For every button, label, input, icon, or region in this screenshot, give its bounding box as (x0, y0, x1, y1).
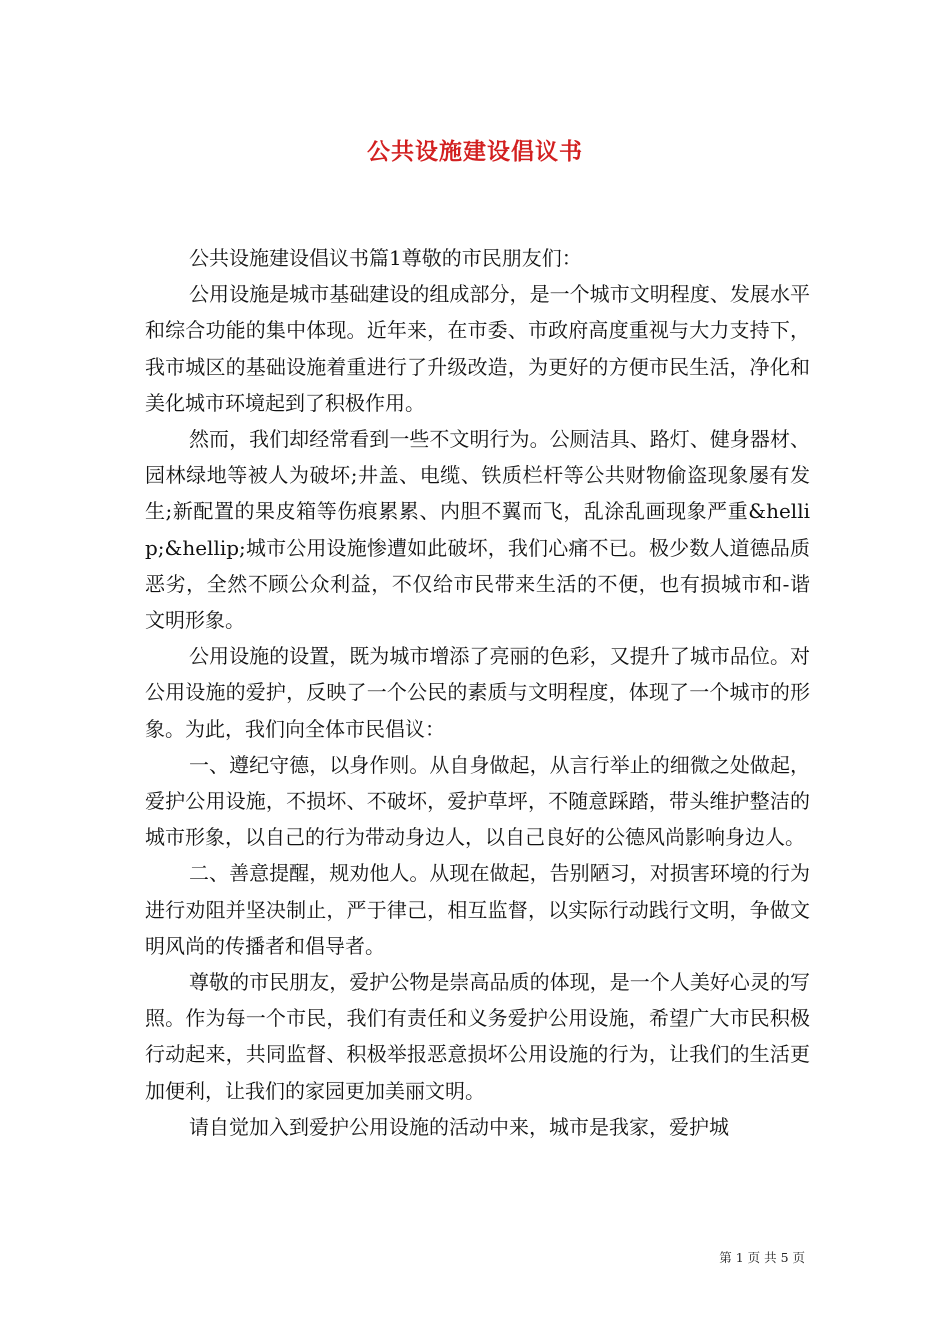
document-body (145, 240, 810, 1145)
paragraph-problems: 然而，我们却经常看到一些不文明行为。公厕洁具、路灯、健身器材、园林绿地等被人为破坏;井盖、电缆、铁质栏杆等公共财物偷盗现象屡有发生;新配置的果皮箱等伤痕累累、内胆不翼而飞，乱涂乱画现象严重&hellip;&hellip;城市公用设施惨遭如此破坏，我们心痛不已。极少数人道德品质恶劣，全然不顾公众利益，不仅给市民带来生活的不便，也有损城市和-谐文明形象。 (145, 427, 810, 633)
paragraph-proposal-2: 二、善意提醒，规劝他人。从现在做起，告别陋习，对损害环境的行为进行劝阻并坚决制止，严于律己，相互监督，以实际行动践行文明，争做文明风尚的传播者和倡导者。 (145, 861, 810, 958)
paragraph-appeal: 尊敬的市民朋友，爱护公物是崇高品质的体现，是一个人美好心灵的写照。作为每一个市民，我们有责任和义务爱护公用设施，希望广大市民积极行动起来，共同监督、积极举报恶意损坏公用设施的行为，让我们的生活更加便利，让我们的家园更加美丽文明。 (145, 970, 810, 1103)
document-title: 公共设施建设倡议书 (367, 138, 583, 165)
paragraph-salutation: 公共设施建设倡议书篇1尊敬的市民朋友们： (189, 246, 582, 270)
paragraph-closing: 请自觉加入到爱护公用设施的活动中来，城市是我家，爱护城 (189, 1114, 729, 1139)
paragraph-intro: 公用设施是城市基础建设的组成部分，是一个城市文明程度、发展水平和综合功能的集中体现。近年来，在市委、市政府高度重视与大力支持下，我市城区的基础设施着重进行了升级改造，为更好的方便市民生活，净化和美化城市环境起到了积极作用。 (145, 282, 810, 415)
paragraph-importance: 公用设施的设置，既为城市增添了亮丽的色彩，又提升了城市品位。对公用设施的爱护，反映了一个公民的素质与文明程度，体现了一个城市的形象。为此，我们向全体市民倡议： (145, 644, 810, 741)
paragraph-proposal-1: 一、遵纪守德，以身作则。从自身做起，从言行举止的细微之处做起，爱护公用设施，不损坏、不破坏，爱护草坪，不随意踩踏，带头维护整洁的城市形象，以自己的行为带动身边人，以自己良好的公德风尚影响身边人。 (145, 752, 810, 850)
page-number-footer: 第 1 页 共 5 页 (719, 1250, 805, 1265)
